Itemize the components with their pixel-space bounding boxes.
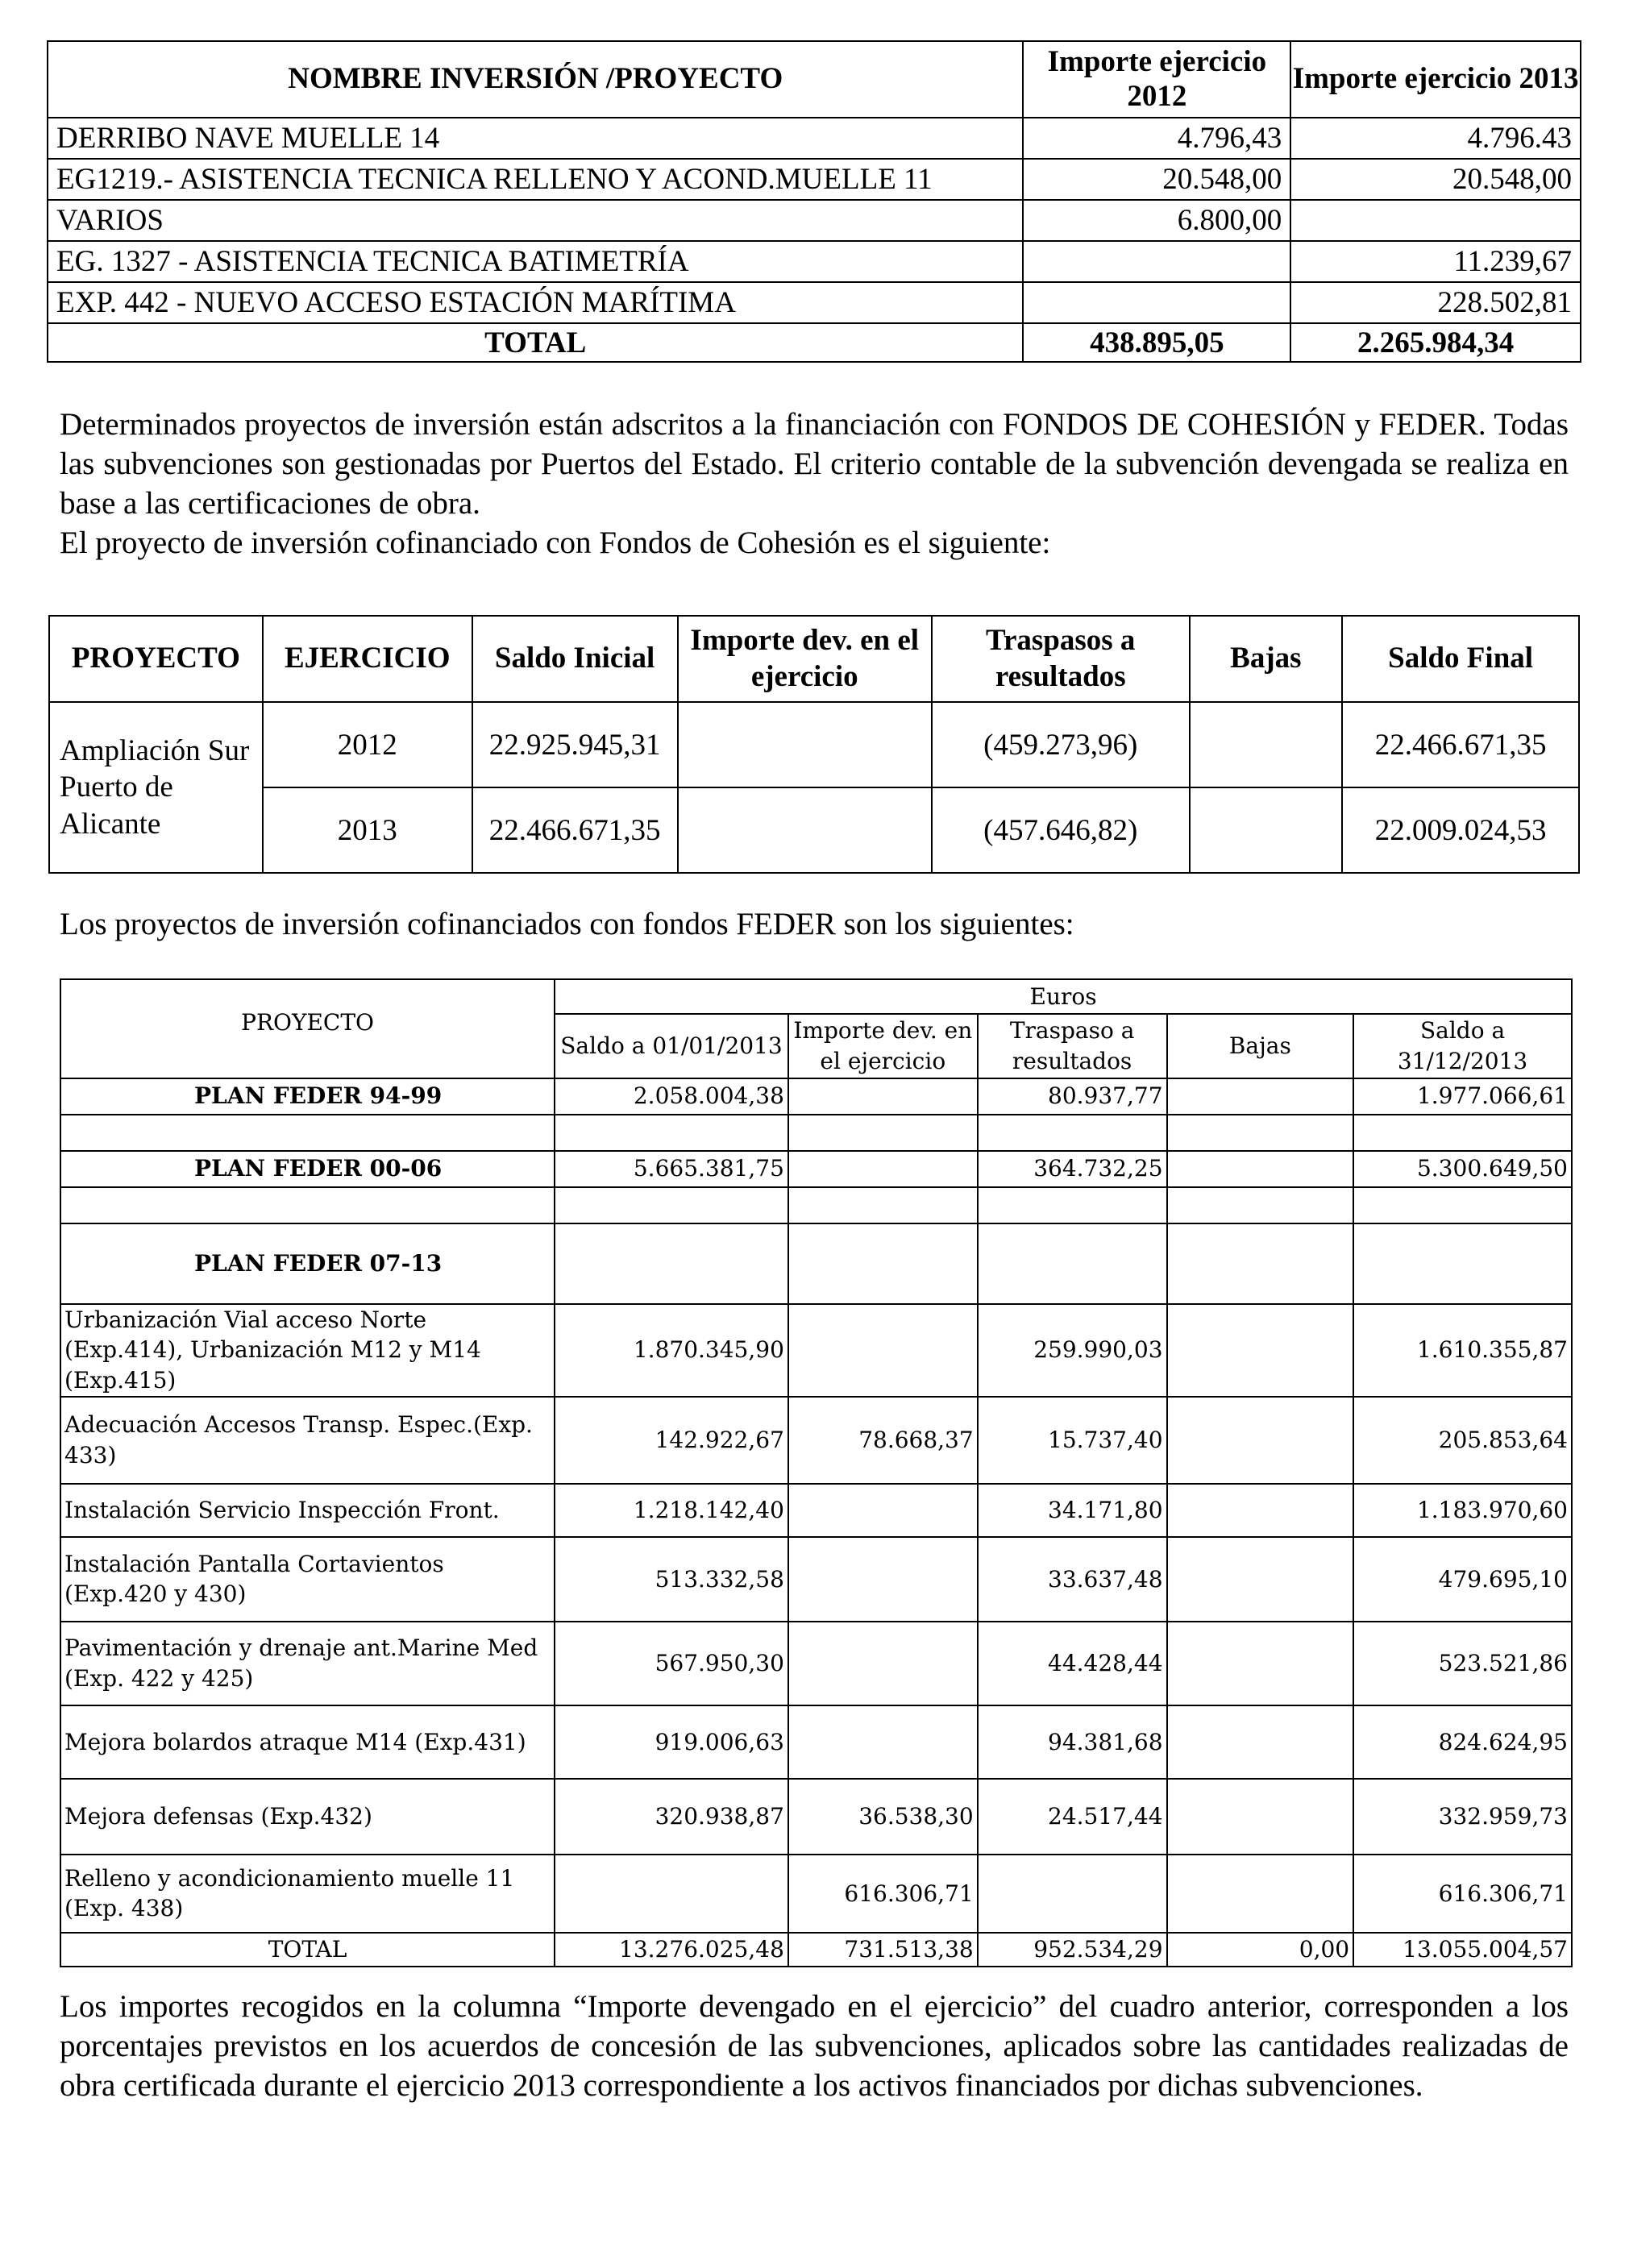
header-cell: Saldo a 31/12/2013 [1353, 1014, 1572, 1078]
transfer: 94.381,68 [978, 1705, 1167, 1779]
accrued-amount [788, 1484, 978, 1537]
header-cell: Importe ejercicio 2013 [1290, 41, 1581, 118]
header-cell: Bajas [1167, 1014, 1354, 1078]
project-name: EG1219.- ASISTENCIA TECNICA RELLENO Y ACOND.MUELLE 11 [48, 159, 1023, 200]
header-cell: Saldo a 01/01/2013 [555, 1014, 788, 1078]
accrued-amount: 616.306,71 [788, 1855, 978, 1933]
table-header-row [48, 41, 1581, 118]
project-name: VARIOS [48, 200, 1023, 241]
table-row [60, 1537, 1572, 1622]
write-offs [1167, 1223, 1354, 1304]
opening-balance: 5.665.381,75 [555, 1151, 788, 1187]
transfer: 80.937,77 [978, 1078, 1167, 1115]
total-row [48, 323, 1581, 362]
total-2012: 438.895,05 [1023, 323, 1290, 362]
header-cell: Importe dev. en el ejercicio [678, 616, 932, 702]
closing-balance: 1.977.066,61 [1353, 1078, 1572, 1115]
transfer: 364.732,25 [978, 1151, 1167, 1187]
transfers: (459.273,96) [932, 702, 1190, 787]
write-offs [1167, 1304, 1354, 1397]
amount-2012: 20.548,00 [1023, 159, 1290, 200]
project-name: Pavimentación y drenaje ant.Marine Med (Exp. 422 y 425) [60, 1622, 555, 1705]
table-row [48, 241, 1581, 282]
opening-balance: 1.870.345,90 [555, 1304, 788, 1397]
write-offs [1190, 702, 1343, 787]
write-offs [1167, 1151, 1354, 1187]
header-cell: Saldo Inicial [472, 616, 678, 702]
header-cell: Saldo Final [1342, 616, 1579, 702]
transfer [978, 1223, 1167, 1304]
transfer: 44.428,44 [978, 1622, 1167, 1705]
header-cell: NOMBRE INVERSIÓN /PROYECTO [48, 41, 1023, 118]
table-row [60, 1223, 1572, 1304]
closing-balance [1353, 1223, 1572, 1304]
table-row [60, 1855, 1572, 1933]
cohesion-fund-table [48, 615, 1580, 874]
opening-balance: 320.938,87 [555, 1779, 788, 1855]
accrued-amount [788, 1622, 978, 1705]
write-offs [1167, 1397, 1354, 1484]
opening-balance: 142.922,67 [555, 1397, 788, 1484]
total-accrued-amount: 731.513,38 [788, 1933, 978, 1967]
header-cell: Bajas [1190, 616, 1343, 702]
year-cell: 2013 [263, 787, 472, 873]
amount-2013: 4.796.43 [1290, 118, 1581, 159]
total-write-offs: 0,00 [1167, 1933, 1354, 1967]
amount-2012: 4.796,43 [1023, 118, 1290, 159]
project-name: Urbanización Vial acceso Norte (Exp.414), Urbanización M12 y M14 (Exp.415) [60, 1304, 555, 1397]
amount-2013: 228.502,81 [1290, 282, 1581, 323]
total-row [60, 1933, 1572, 1967]
write-offs [1167, 1855, 1354, 1933]
closing-balance: 5.300.649,50 [1353, 1151, 1572, 1187]
opening-balance: 567.950,30 [555, 1622, 788, 1705]
table-row [60, 1622, 1572, 1705]
header-cell: Importe ejercicio 2012 [1023, 41, 1290, 118]
write-offs [1190, 787, 1343, 873]
project-name: EXP. 442 - NUEVO ACCESO ESTACIÓN MARÍTIMA [48, 282, 1023, 323]
accrued-amount [788, 1705, 978, 1779]
total-2013: 2.265.984,34 [1290, 323, 1581, 362]
header-euros: Euros [555, 979, 1572, 1014]
paragraph-cohesion-intro: El proyecto de inversión cofinanciado con Fondos de Cohesión es el siguiente: [60, 525, 1051, 560]
project-name: Adecuación Accesos Transp. Espec.(Exp. 433) [60, 1397, 555, 1484]
total-label: TOTAL [48, 323, 1023, 362]
project-name: EG. 1327 - ASISTENCIA TECNICA BATIMETRÍA [48, 241, 1023, 282]
closing-balance: 523.521,86 [1353, 1622, 1572, 1705]
total-closing-balance: 13.055.004,57 [1353, 1933, 1572, 1967]
table-row [60, 1151, 1572, 1187]
write-offs [1167, 1484, 1354, 1537]
accrued-amount [678, 787, 932, 873]
opening-balance: 1.218.142,40 [555, 1484, 788, 1537]
final-balance: 22.466.671,35 [1342, 702, 1579, 787]
header-cell: Traspaso a resultados [978, 1014, 1167, 1078]
spacer-row [60, 1187, 1572, 1223]
amount-2013: 20.548,00 [1290, 159, 1581, 200]
table-header-row [49, 616, 1579, 702]
opening-balance [555, 1223, 788, 1304]
closing-balance: 824.624,95 [1353, 1705, 1572, 1779]
paragraph-explanation: Los importes recogidos en la columna “Importe devengado en el ejercicio” del cuadro anterior, corresponden a los porcentajes previstos en los acuerdos de concesión de las subvenciones, aplicados sobre las cantidades realizadas de obra certificada durante el ejercicio 2013 correspondiente a los activos financiados por dichas subvenciones. [60, 1989, 1569, 2103]
transfer: 15.737,40 [978, 1397, 1167, 1484]
table-row [60, 1397, 1572, 1484]
table-header-row [60, 979, 1572, 1014]
write-offs [1167, 1537, 1354, 1622]
table-row [60, 1078, 1572, 1115]
amount-2013 [1290, 200, 1581, 241]
paragraph-funding: Determinados proyectos de inversión están adscritos a la financiación con FONDOS DE COHESIÓN y FEDER. Todas las subvenciones son gestionadas por Puertos del Estado. El criterio contable de la subvención devengada se realiza en base a las certificaciones de obra. [60, 407, 1569, 521]
year-cell: 2012 [263, 702, 472, 787]
amount-2012 [1023, 282, 1290, 323]
total-label: TOTAL [60, 1933, 555, 1967]
table-row [48, 200, 1581, 241]
accrued-amount [788, 1078, 978, 1115]
header-cell: EJERCICIO [263, 616, 472, 702]
header-cell: Traspasos a resultados [932, 616, 1190, 702]
amount-2013: 11.239,67 [1290, 241, 1581, 282]
closing-balance: 332.959,73 [1353, 1779, 1572, 1855]
table-row [60, 1304, 1572, 1397]
project-name: Relleno y acondicionamiento muelle 11 (Exp. 438) [60, 1855, 555, 1933]
write-offs [1167, 1622, 1354, 1705]
table-row [48, 118, 1581, 159]
table-row [60, 1705, 1572, 1779]
accrued-amount [788, 1537, 978, 1622]
closing-balance: 1.183.970,60 [1353, 1484, 1572, 1537]
opening-balance: 2.058.004,38 [555, 1078, 788, 1115]
paragraph-feder-intro: Los proyectos de inversión cofinanciados con fondos FEDER son los siguientes: [60, 907, 1074, 941]
investment-table [47, 40, 1581, 363]
table-row [48, 159, 1581, 200]
closing-balance: 1.610.355,87 [1353, 1304, 1572, 1397]
opening-balance: 513.332,58 [555, 1537, 788, 1622]
feder-table [60, 978, 1573, 1967]
amount-2012 [1023, 241, 1290, 282]
table-row [48, 282, 1581, 323]
accrued-amount [788, 1223, 978, 1304]
accrued-amount [788, 1151, 978, 1187]
accrued-amount [788, 1304, 978, 1397]
initial-balance: 22.466.671,35 [472, 787, 678, 873]
total-transfer: 952.534,29 [978, 1933, 1167, 1967]
total-opening-balance: 13.276.025,48 [555, 1933, 788, 1967]
accrued-amount: 36.538,30 [788, 1779, 978, 1855]
table-row [60, 1484, 1572, 1537]
closing-balance: 479.695,10 [1353, 1537, 1572, 1622]
opening-balance [555, 1855, 788, 1933]
transfer: 34.171,80 [978, 1484, 1167, 1537]
transfer: 33.637,48 [978, 1537, 1167, 1622]
spacer-row [60, 1115, 1572, 1151]
project-name: Instalación Pantalla Cortavientos (Exp.420 y 430) [60, 1537, 555, 1622]
write-offs [1167, 1078, 1354, 1115]
plan-name: PLAN FEDER 94-99 [60, 1078, 555, 1115]
header-project: PROYECTO [60, 979, 555, 1078]
opening-balance: 919.006,63 [555, 1705, 788, 1779]
table-row [49, 787, 1579, 873]
project-name: Mejora bolardos atraque M14 (Exp.431) [60, 1705, 555, 1779]
project-name: Mejora defensas (Exp.432) [60, 1779, 555, 1855]
plan-name: PLAN FEDER 00-06 [60, 1151, 555, 1187]
write-offs [1167, 1779, 1354, 1855]
project-name: Instalación Servicio Inspección Front. [60, 1484, 555, 1537]
header-cell: Importe dev. en el ejercicio [788, 1014, 978, 1078]
table-row [49, 702, 1579, 787]
accrued-amount: 78.668,37 [788, 1397, 978, 1484]
closing-balance: 205.853,64 [1353, 1397, 1572, 1484]
write-offs [1167, 1705, 1354, 1779]
project-name: DERRIBO NAVE MUELLE 14 [48, 118, 1023, 159]
closing-balance: 616.306,71 [1353, 1855, 1572, 1933]
accrued-amount [678, 702, 932, 787]
transfer: 24.517,44 [978, 1779, 1167, 1855]
amount-2012: 6.800,00 [1023, 200, 1290, 241]
transfers: (457.646,82) [932, 787, 1190, 873]
table-row [60, 1779, 1572, 1855]
header-cell: PROYECTO [49, 616, 263, 702]
transfer: 259.990,03 [978, 1304, 1167, 1397]
plan-name: PLAN FEDER 07-13 [60, 1223, 555, 1304]
project-name: Ampliación Sur Puerto de Alicante [49, 702, 263, 873]
initial-balance: 22.925.945,31 [472, 702, 678, 787]
transfer [978, 1855, 1167, 1933]
final-balance: 22.009.024,53 [1342, 787, 1579, 873]
